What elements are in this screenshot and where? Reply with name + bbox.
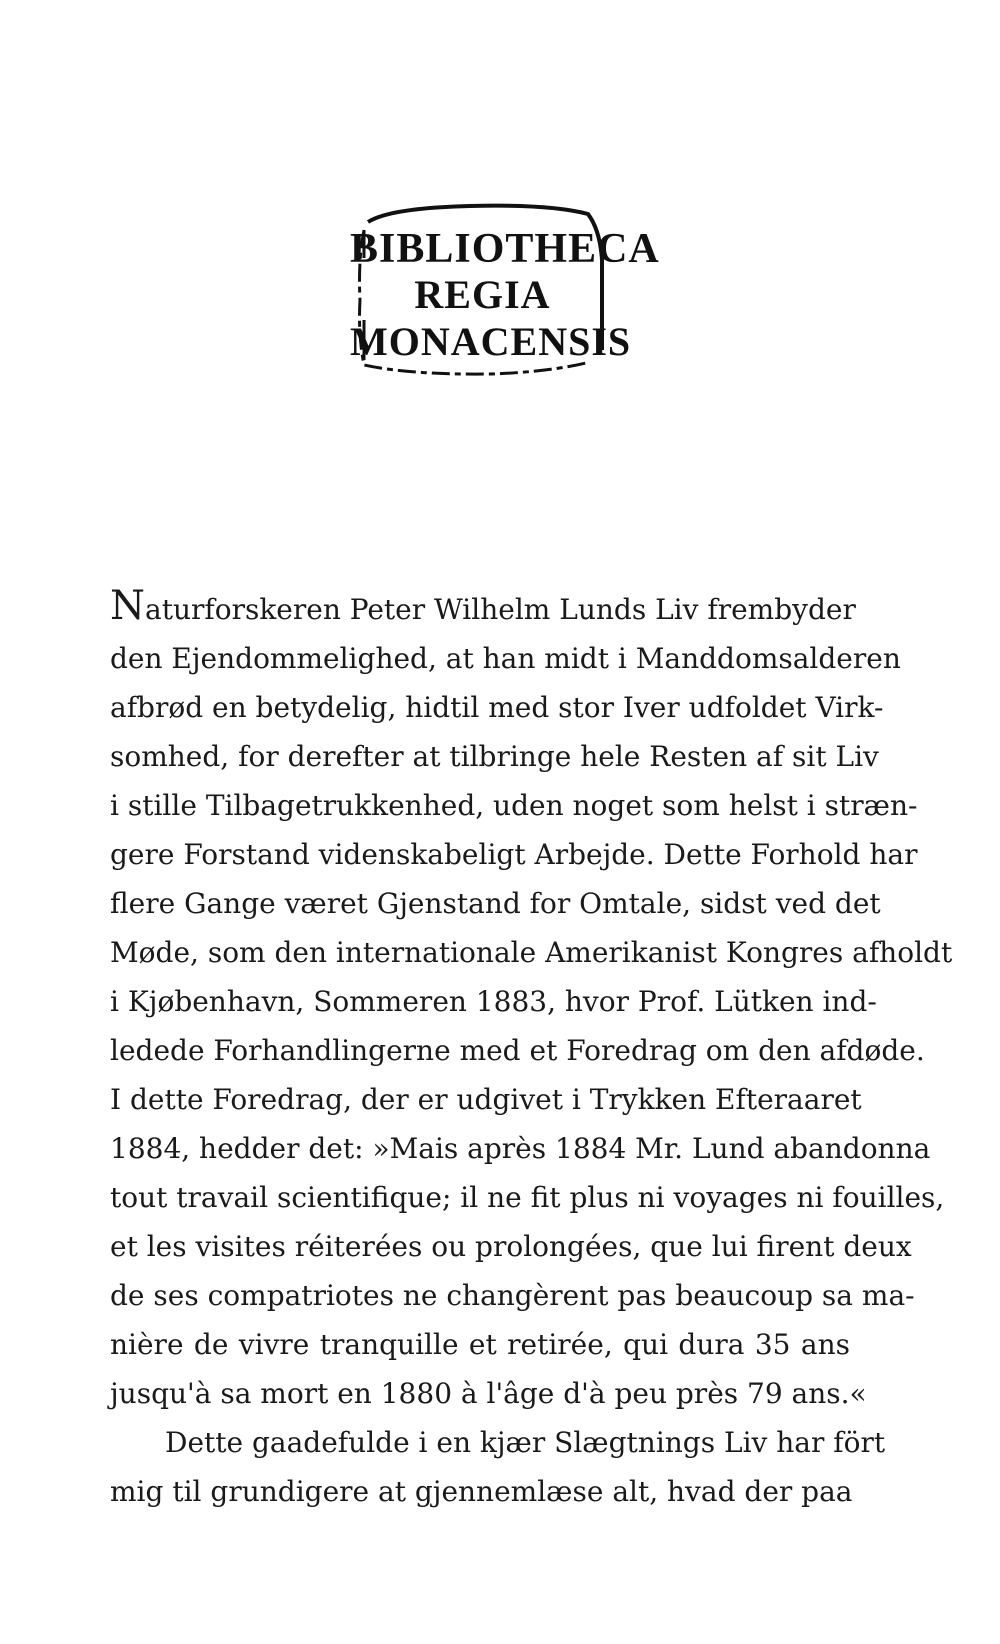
text-line: Møde, som den internationale Amerikanist Kongres afholdt — [110, 936, 953, 969]
text-line: gere Forstand videnskabeligt Arbejde. Dette Forhold har — [110, 838, 918, 871]
text-line: de ses compatriotes ne changèrent pas beaucoup sa ma- — [110, 1279, 915, 1312]
stamp-line-1: BIBLIOTHECA — [350, 226, 660, 272]
text-line: flere Gange været Gjenstand for Omtale, sidst ved det — [110, 887, 881, 920]
text-line: den Ejendommelighed, at han midt i Manddomsalderen — [110, 642, 901, 675]
text-line: tout travail scientifique; il ne fit plus ni voyages ni fouilles, — [110, 1181, 945, 1214]
text-line — [110, 583, 856, 634]
text-line: i Kjøbenhavn, Sommeren 1883, hvor Prof. Lütken ind- — [110, 985, 877, 1018]
text-line: jusqu'à sa mort en 1880 à l'âge d'à peu près 79 ans.« — [110, 1377, 867, 1410]
text-line: nière de vivre tranquille et retirée, qui dura 35 ans — [110, 1328, 850, 1361]
library-stamp — [350, 200, 660, 380]
text-line-content: aturforskeren Peter Wilhelm Lunds Liv frembyder — [145, 593, 856, 626]
text-line: 1884, hedder det: »Mais après 1884 Mr. Lund abandonna — [110, 1132, 931, 1165]
body-text — [110, 583, 953, 1516]
text-line: I dette Foredrag, der er udgivet i Trykken Efteraaret — [110, 1083, 862, 1116]
text-line: Dette gaadefulde i en kjær Slægtnings Liv har fört — [165, 1426, 886, 1459]
stamp-line-2: REGIA — [414, 272, 551, 317]
drop-initial: N — [110, 583, 145, 629]
text-line: mig til grundigere at gjennemlæse alt, hvad der paa — [110, 1475, 853, 1508]
text-line: somhed, for derefter at tilbringe hele Resten af sit Liv — [110, 740, 879, 773]
text-line: i stille Tilbagetrukkenhed, uden noget som helst i stræn- — [110, 789, 918, 822]
text-line: ledede Forhandlingerne med et Foredrag om den afdøde. — [110, 1034, 925, 1067]
text-line: et les visites réiterées ou prolongées, que lui firent deux — [110, 1230, 912, 1263]
stamp-line-3: MONACENSIS — [350, 319, 632, 364]
text-line: afbrød en betydelig, hidtil med stor Iver udfoldet Virk- — [110, 691, 884, 724]
